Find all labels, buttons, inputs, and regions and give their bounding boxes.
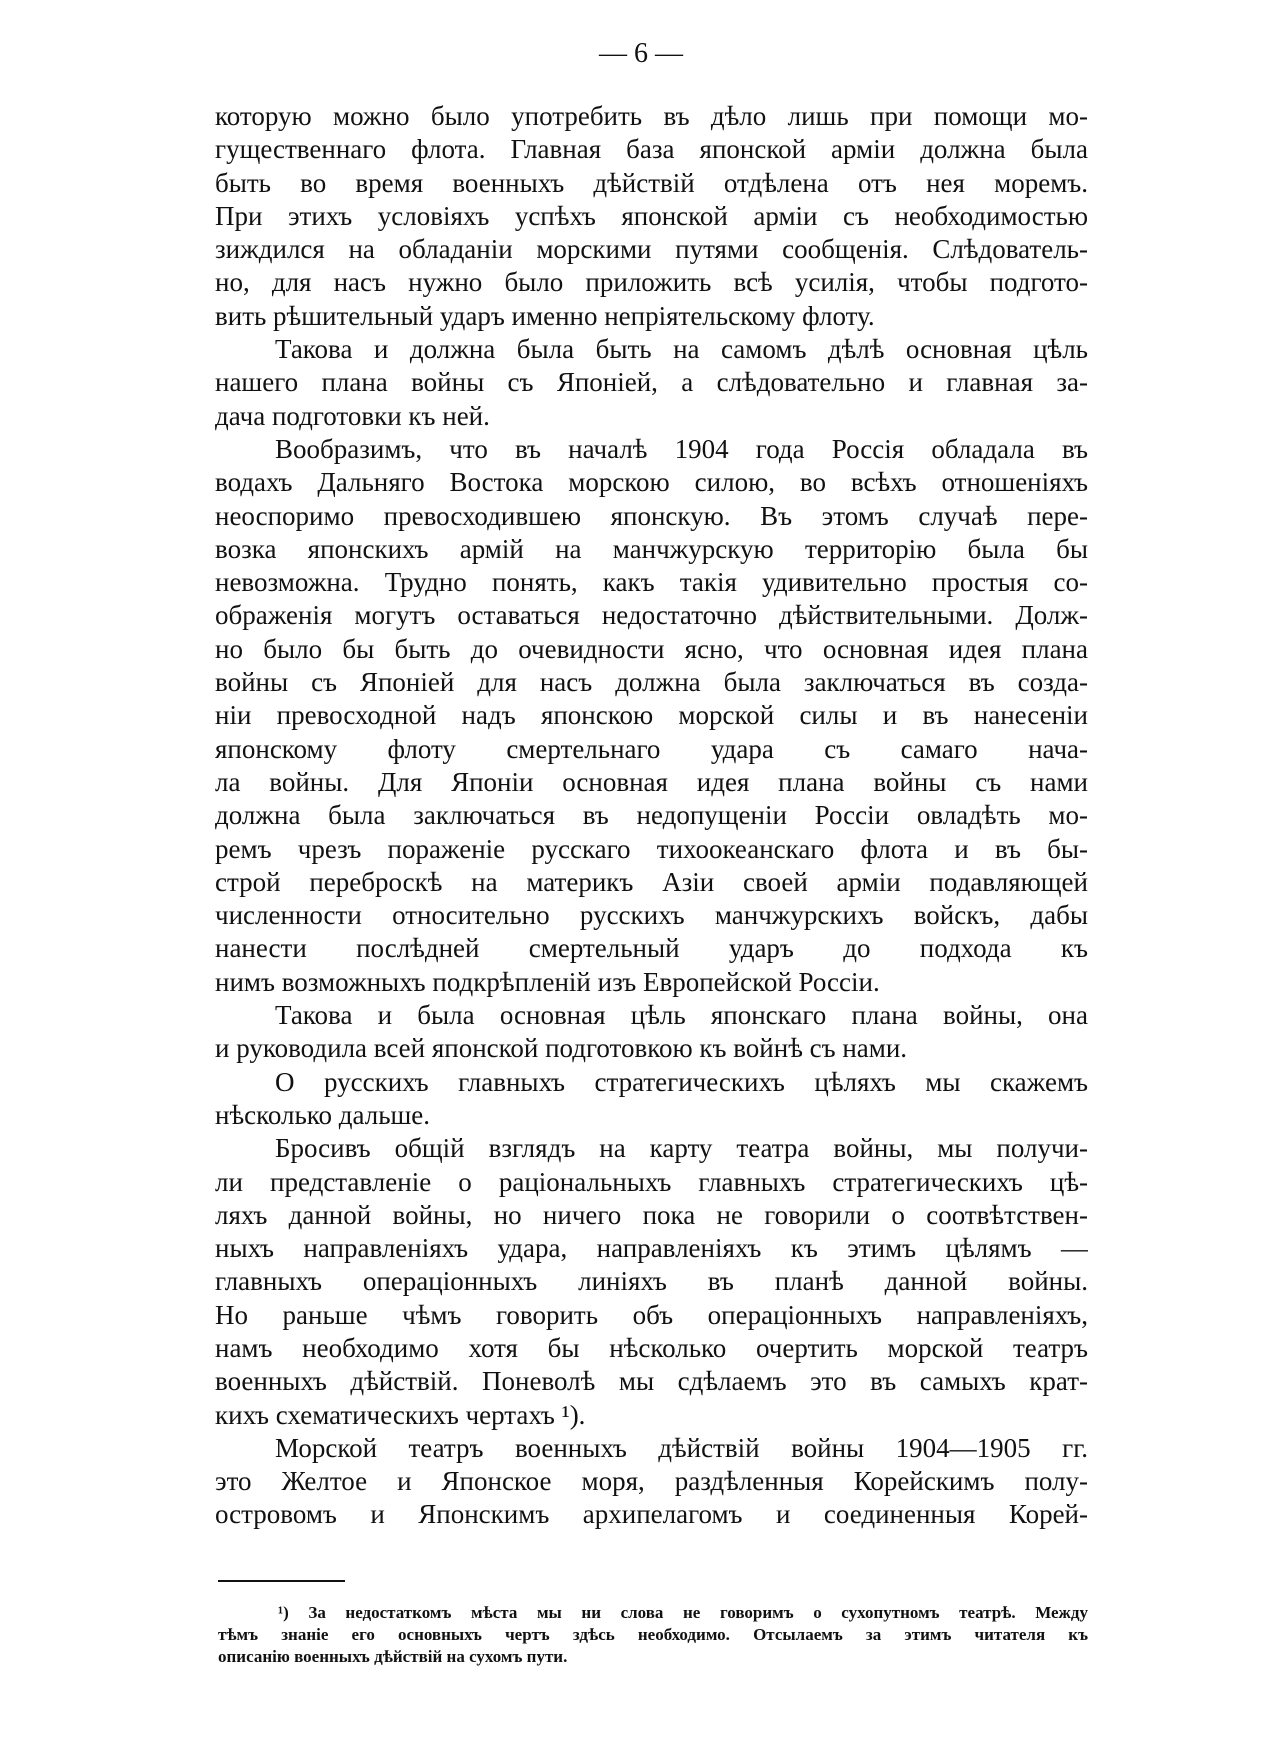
text-line: ніи превосходной надъ японскою морской силы и въ нанесеніи: [215, 700, 1088, 731]
body-text: [215, 100, 1088, 1532]
text-line: вить рѣшительный ударъ именно непріятельскому флоту.: [215, 300, 875, 331]
text-line: нимъ возможныхъ подкрѣпленій изъ Европейской Россіи.: [215, 966, 880, 997]
text-line: ображенія могутъ оставаться недостаточно дѣйствительными. Долж-: [215, 600, 1088, 631]
text-line: военныхъ дѣйствій. Поневолѣ мы сдѣлаемъ это въ самыхъ крат-: [215, 1366, 1088, 1397]
text-line: японскому флоту смертельнаго удара съ самаго нача-: [215, 733, 1088, 764]
paragraph: [215, 100, 1088, 333]
text-line: неоспоримо превосходившею японскую. Въ этомъ случаѣ пере-: [215, 500, 1088, 531]
text-line: нанести послѣдней смертельный ударъ до подхода къ: [215, 933, 1088, 964]
footnote-line: описанію военныхъ дѣйствій на сухомъ пути.: [218, 1647, 568, 1666]
text-line: Такова и должна была быть на самомъ дѣлѣ основная цѣль: [275, 334, 1088, 365]
text-line: кихъ схематическихъ чертахъ ¹).: [215, 1399, 586, 1430]
text-line: и руководила всей японской подготовкою къ войнѣ съ нами.: [215, 1033, 908, 1064]
footnote: [218, 1602, 1088, 1668]
text-line: водахъ Дальняго Востока морскою силою, во всѣхъ отношеніяхъ: [215, 467, 1088, 498]
text-line: но, для насъ нужно было приложить всѣ усилія, чтобы подгото-: [215, 267, 1088, 298]
text-line: должна была заключаться въ недопущеніи Россіи овладѣть мо-: [215, 800, 1088, 831]
paragraph: [215, 1066, 1088, 1133]
paragraph: [215, 999, 1088, 1066]
text-line: Такова и была основная цѣль японскаго плана войны, она: [275, 1000, 1088, 1031]
text-line: Морской театръ военныхъ дѣйствій войны 1904—1905 гг.: [275, 1432, 1088, 1463]
text-line: нѣсколько дальше.: [215, 1099, 431, 1130]
text-line: Но раньше чѣмъ говорить объ операціонныхъ направленіяхъ,: [215, 1299, 1088, 1330]
paragraph: [215, 433, 1088, 999]
text-line: ремъ чрезъ пораженіе русскаго тихоокеанскаго флота и въ бы-: [215, 833, 1088, 864]
text-line: ли представленіе о раціональныхъ главныхъ стратегическихъ цѣ-: [215, 1166, 1088, 1197]
footnote-divider: [218, 1580, 345, 1582]
text-line: невозможна. Трудно понять, какъ такія удивительно простыя со-: [215, 567, 1088, 598]
paragraph: [215, 333, 1088, 433]
page-number: — 6 —: [599, 38, 683, 69]
text-line: строй переброскѣ на материкъ Азіи своей арміи подавляющей: [215, 866, 1088, 897]
text-line: но было бы быть до очевидности ясно, что основная идея плана: [215, 633, 1088, 664]
text-line: которую можно было употребить въ дѣло лишь при помощи мо-: [215, 101, 1088, 131]
text-line: При этихъ условіяхъ успѣхъ японской арміи съ необходимостью: [215, 200, 1088, 231]
text-line: это Желтое и Японское моря, раздѣленныя Корейскимъ полу-: [215, 1466, 1088, 1497]
text-line: нашего плана войны съ Японіей, а слѣдовательно и главная за-: [215, 367, 1088, 398]
paragraph: [215, 1432, 1088, 1532]
text-line: главныхъ операціонныхъ линіяхъ въ планѣ данной войны.: [215, 1266, 1088, 1297]
text-line: гущественнаго флота. Главная база японской арміи должна была: [215, 134, 1088, 165]
footnote-line: тѣмъ знаніе его основныхъ чертъ здѣсь необходимо. Отсылаемъ за этимъ читателя къ: [218, 1625, 1088, 1644]
text-line: ныхъ направленіяхъ удара, направленіяхъ къ этимъ цѣлямъ —: [215, 1233, 1088, 1264]
text-line: ла войны. Для Японіи основная идея плана войны съ нами: [215, 766, 1088, 797]
text-line: островомъ и Японскимъ архипелагомъ и соединенныя Корей-: [215, 1499, 1088, 1530]
text-line: войны съ Японіей для насъ должна была заключаться въ созда-: [215, 667, 1088, 698]
text-line: дача подготовки къ ней.: [215, 400, 490, 431]
text-line: быть во время военныхъ дѣйствій отдѣлена отъ нея моремъ.: [215, 167, 1088, 198]
footnote-line: ¹) За недостаткомъ мѣста мы ни слова не говоримъ о сухопутномъ театрѣ. Между: [278, 1603, 1088, 1622]
text-line: Вообразимъ, что въ началѣ 1904 года Россія обладала въ: [275, 433, 1088, 464]
text-line: намъ необходимо хотя бы нѣсколько очертить морской театръ: [215, 1332, 1088, 1363]
text-line: ляхъ данной войны, но ничего пока не говорили о соотвѣтствен-: [215, 1199, 1088, 1230]
text-line: Бросивъ общій взглядъ на карту театра войны, мы получи-: [275, 1133, 1088, 1164]
paragraph: [215, 1132, 1088, 1432]
text-line: зиждился на обладаніи морскими путями сообщенія. Слѣдователь-: [215, 234, 1088, 265]
text-line: О русскихъ главныхъ стратегическихъ цѣляхъ мы скажемъ: [275, 1066, 1088, 1097]
text-line: численности относительно русскихъ манчжурскихъ войскъ, дабы: [215, 900, 1088, 931]
text-line: возка японскихъ армій на манчжурскую территорію была бы: [215, 533, 1088, 564]
